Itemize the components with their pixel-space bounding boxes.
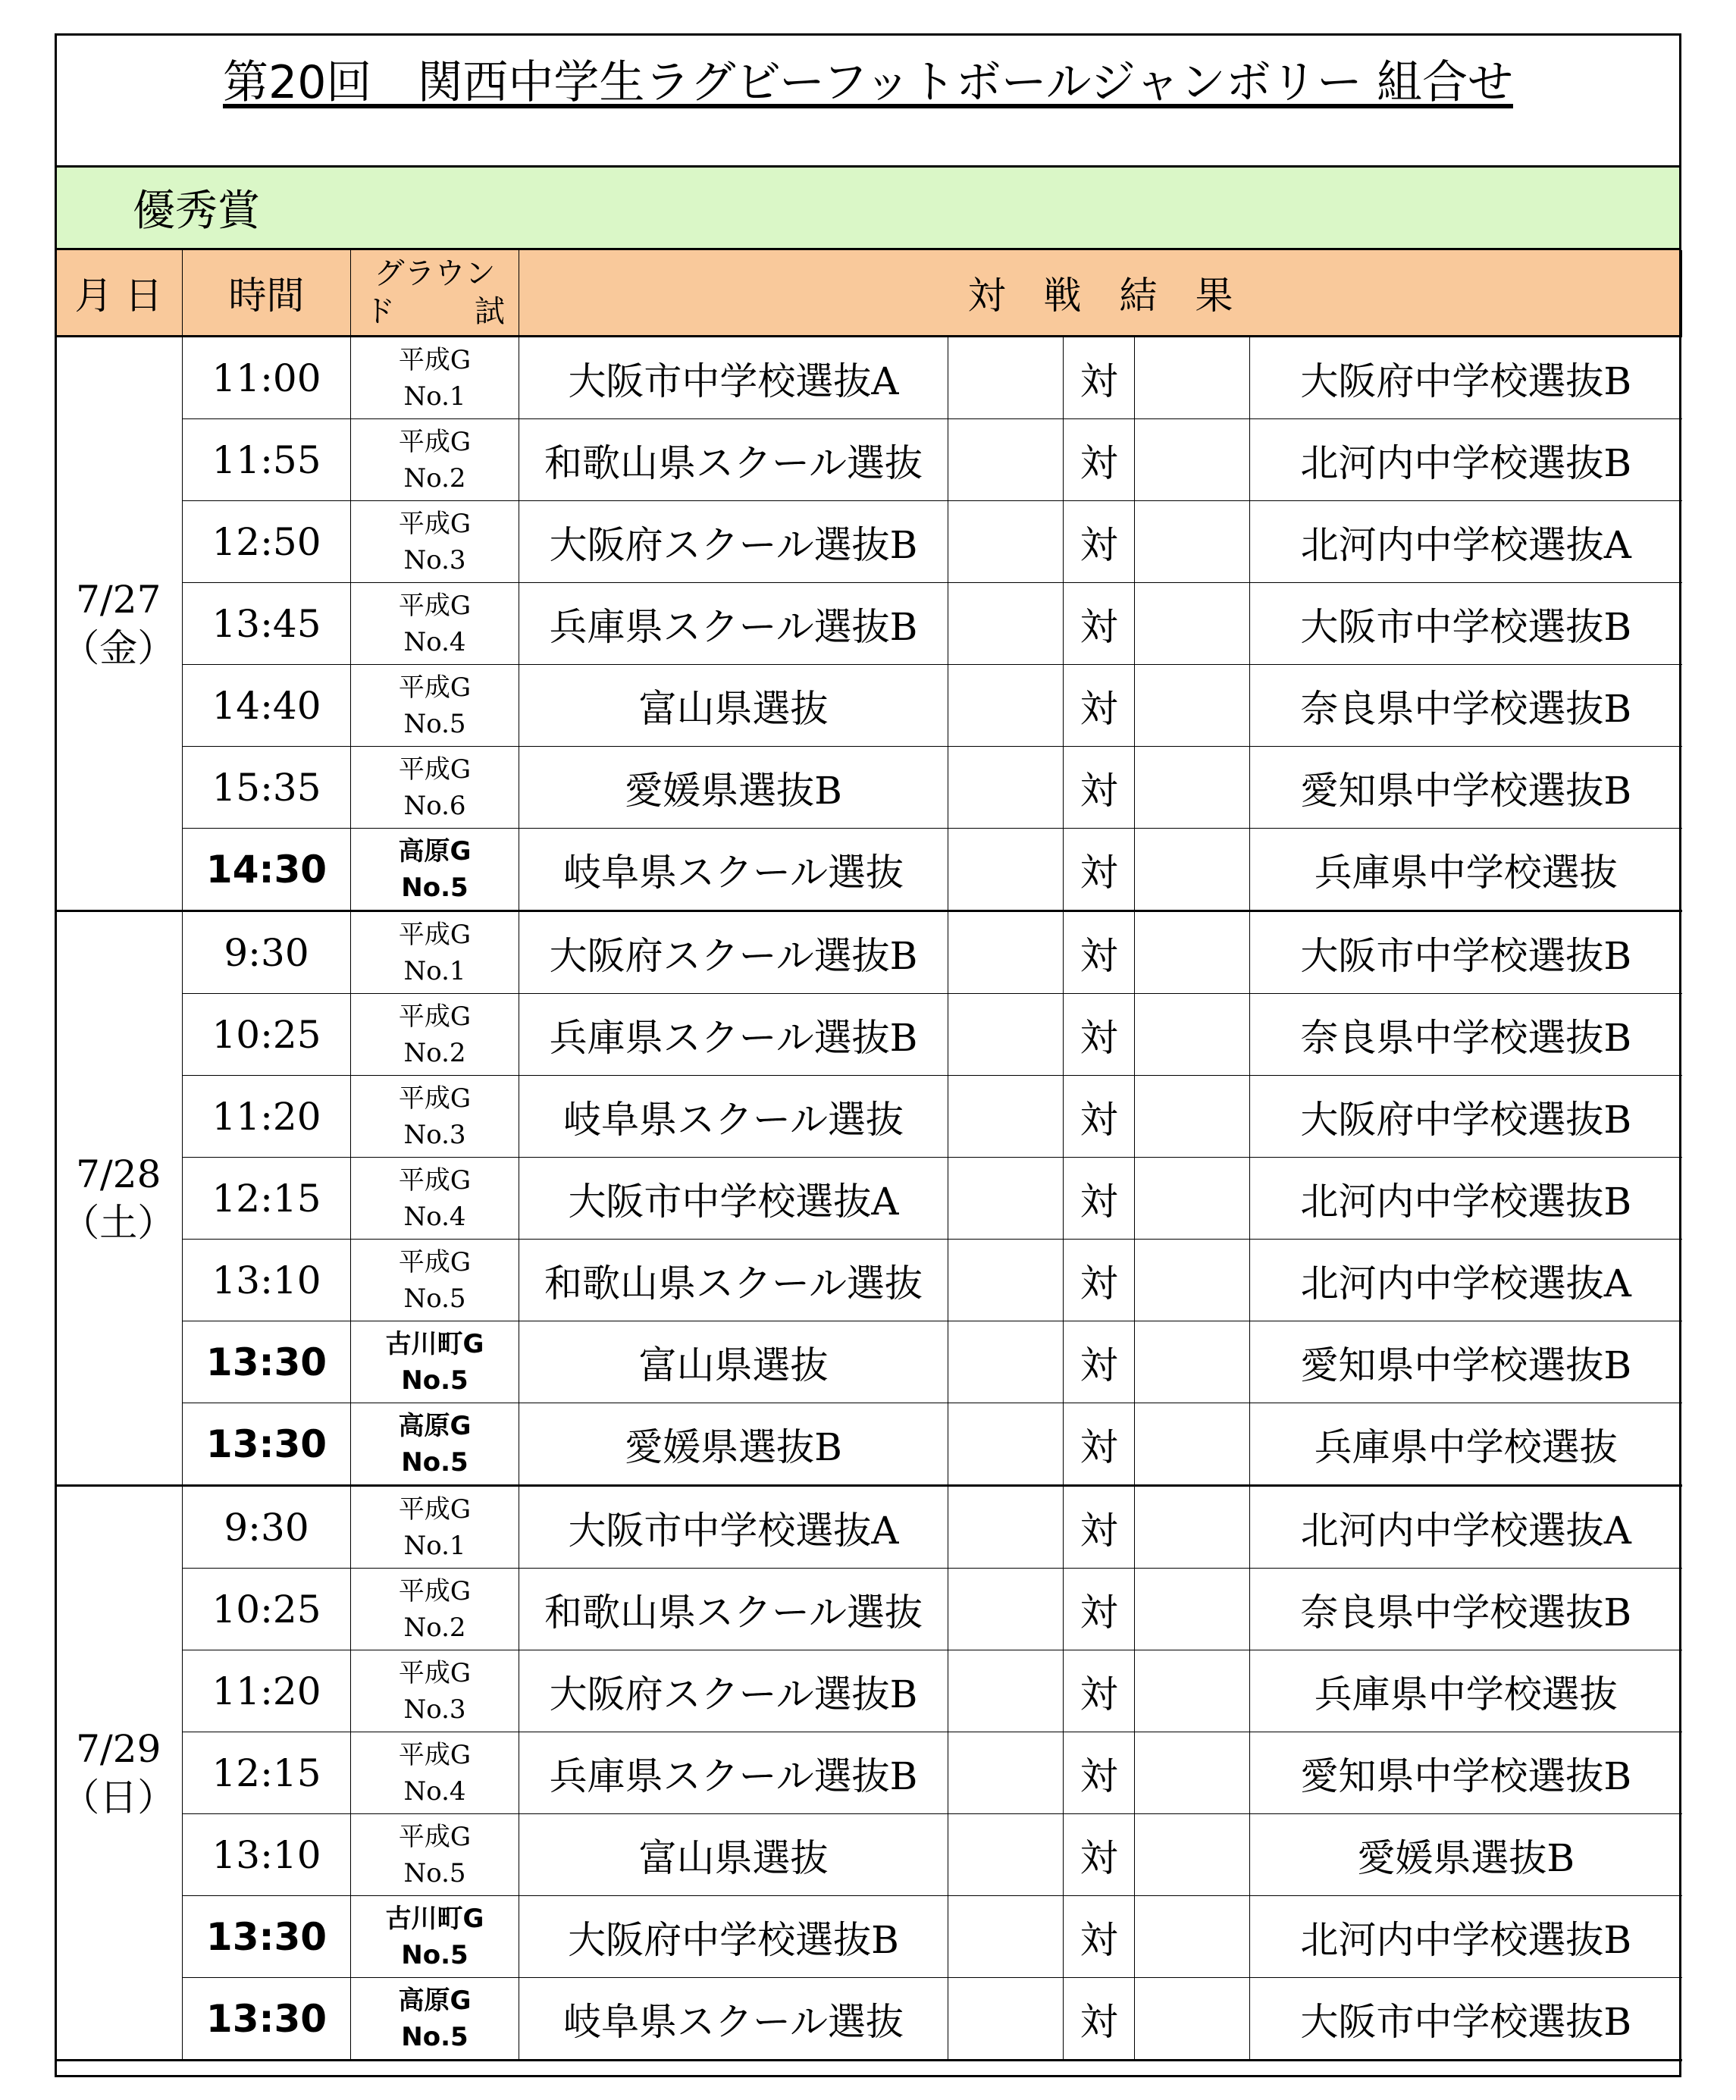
home-team: 大阪市中学校選抜A bbox=[519, 1486, 948, 1569]
ground-number: No.5 bbox=[403, 1857, 466, 1888]
ground-name: 平成G bbox=[398, 754, 472, 785]
time-cell: 13:30 bbox=[183, 1896, 351, 1978]
ground-name: 高原G bbox=[398, 835, 472, 867]
ground-cell bbox=[351, 911, 519, 994]
page-title: 第20回 関西中学生ラグビーフットボールジャンボリー 組合せ bbox=[223, 56, 1513, 109]
schedule-sheet bbox=[55, 33, 1681, 2061]
ground-cell bbox=[351, 747, 519, 829]
away-score-cell bbox=[1135, 1896, 1250, 1978]
home-team: 愛媛県選抜B bbox=[519, 1403, 948, 1486]
time-cell: 11:20 bbox=[183, 1650, 351, 1732]
ground-name: 高原G bbox=[398, 1410, 472, 1441]
home-score-cell bbox=[948, 911, 1064, 994]
away-score-cell bbox=[1135, 1486, 1250, 1569]
ground-number: No.5 bbox=[401, 872, 468, 903]
ground-cell bbox=[351, 1486, 519, 1569]
home-score-cell bbox=[948, 1321, 1064, 1403]
time-cell: 9:30 bbox=[183, 1486, 351, 1569]
ground-number: No.2 bbox=[403, 462, 466, 494]
header-result: 対 戦 結 果 bbox=[519, 250, 1682, 337]
away-score-cell bbox=[1135, 583, 1250, 665]
vs-label: 対 bbox=[1064, 994, 1135, 1076]
away-team: 奈良県中学校選抜B bbox=[1250, 1569, 1682, 1650]
match-table bbox=[55, 250, 1682, 2061]
ground-number: No.2 bbox=[403, 1037, 466, 1068]
ground-cell bbox=[351, 1076, 519, 1158]
away-team: 愛知県中学校選抜B bbox=[1250, 747, 1682, 829]
match-row bbox=[55, 994, 1682, 1076]
away-score-cell bbox=[1135, 1978, 1250, 2061]
time-cell: 13:45 bbox=[183, 583, 351, 665]
date-label: 7/28 bbox=[76, 1152, 161, 1196]
match-row bbox=[55, 1076, 1682, 1158]
match-row bbox=[55, 1896, 1682, 1978]
award-label: 優秀賞 bbox=[133, 186, 260, 236]
away-score-cell bbox=[1135, 1403, 1250, 1486]
match-row bbox=[55, 337, 1682, 419]
match-row bbox=[55, 911, 1682, 994]
ground-cell bbox=[351, 501, 519, 583]
vs-label: 対 bbox=[1064, 337, 1135, 419]
time-cell: 12:15 bbox=[183, 1158, 351, 1240]
ground-cell bbox=[351, 583, 519, 665]
away-team: 愛知県中学校選抜B bbox=[1250, 1321, 1682, 1403]
home-team: 和歌山県スクール選抜 bbox=[519, 1569, 948, 1650]
away-team: 北河内中学校選抜A bbox=[1250, 1240, 1682, 1321]
date-label: 7/29 bbox=[76, 1726, 161, 1771]
home-score-cell bbox=[948, 665, 1064, 747]
match-row bbox=[55, 1732, 1682, 1814]
ground-number: No.4 bbox=[403, 1201, 466, 1232]
ground-name: 平成G bbox=[398, 1821, 472, 1852]
vs-label: 対 bbox=[1064, 1978, 1135, 2061]
ground-number: No.5 bbox=[401, 2021, 468, 2052]
home-team: 兵庫県スクール選抜B bbox=[519, 1732, 948, 1814]
home-score-cell bbox=[948, 1569, 1064, 1650]
home-score-cell bbox=[948, 583, 1064, 665]
match-row bbox=[55, 501, 1682, 583]
ground-cell bbox=[351, 1732, 519, 1814]
vs-label: 対 bbox=[1064, 1569, 1135, 1650]
ground-name: 平成G bbox=[398, 1083, 472, 1114]
ground-number: No.5 bbox=[403, 708, 466, 739]
home-team: 岐阜県スクール選抜 bbox=[519, 1978, 948, 2061]
time-cell: 14:40 bbox=[183, 665, 351, 747]
away-score-cell bbox=[1135, 1076, 1250, 1158]
home-score-cell bbox=[948, 1650, 1064, 1732]
ground-name: 平成G bbox=[398, 1494, 472, 1525]
match-row bbox=[55, 419, 1682, 501]
home-score-cell bbox=[948, 1076, 1064, 1158]
vs-label: 対 bbox=[1064, 1076, 1135, 1158]
ground-name: 平成G bbox=[398, 1164, 472, 1196]
vs-label: 対 bbox=[1064, 1650, 1135, 1732]
away-score-cell bbox=[1135, 419, 1250, 501]
ground-name: 平成G bbox=[398, 919, 472, 950]
ground-number: No.5 bbox=[401, 1939, 468, 1970]
weekday-label: （土） bbox=[61, 1200, 176, 1245]
ground-cell bbox=[351, 337, 519, 419]
ground-cell bbox=[351, 1650, 519, 1732]
ground-number: No.3 bbox=[403, 1119, 466, 1150]
ground-name: 平成G bbox=[398, 590, 472, 621]
time-cell: 13:10 bbox=[183, 1814, 351, 1896]
time-cell: 12:50 bbox=[183, 501, 351, 583]
vs-label: 対 bbox=[1064, 419, 1135, 501]
away-team: 兵庫県中学校選抜 bbox=[1250, 829, 1682, 911]
home-score-cell bbox=[948, 747, 1064, 829]
header-ground-shi: 試 bbox=[475, 294, 505, 329]
home-score-cell bbox=[948, 1978, 1064, 2061]
vs-label: 対 bbox=[1064, 583, 1135, 665]
match-row bbox=[55, 1814, 1682, 1896]
date-label: 7/27 bbox=[76, 577, 161, 622]
away-team: 北河内中学校選抜B bbox=[1250, 1896, 1682, 1978]
time-cell: 12:15 bbox=[183, 1732, 351, 1814]
away-score-cell bbox=[1135, 1732, 1250, 1814]
ground-cell bbox=[351, 994, 519, 1076]
home-team: 和歌山県スクール選抜 bbox=[519, 419, 948, 501]
away-score-cell bbox=[1135, 747, 1250, 829]
home-score-cell bbox=[948, 337, 1064, 419]
home-team: 富山県選抜 bbox=[519, 665, 948, 747]
home-team: 大阪市中学校選抜A bbox=[519, 337, 948, 419]
home-score-cell bbox=[948, 994, 1064, 1076]
time-cell: 11:55 bbox=[183, 419, 351, 501]
match-row bbox=[55, 1321, 1682, 1403]
ground-cell bbox=[351, 829, 519, 911]
home-score-cell bbox=[948, 1158, 1064, 1240]
away-score-cell bbox=[1135, 911, 1250, 994]
home-team: 大阪府スクール選抜B bbox=[519, 501, 948, 583]
ground-cell bbox=[351, 665, 519, 747]
away-team: 大阪府中学校選抜B bbox=[1250, 337, 1682, 419]
ground-name: 平成G bbox=[398, 1739, 472, 1770]
match-row bbox=[55, 1486, 1682, 1569]
header-date: 月 日 bbox=[55, 250, 183, 337]
time-cell: 13:30 bbox=[183, 1978, 351, 2061]
home-team: 大阪市中学校選抜A bbox=[519, 1158, 948, 1240]
ground-number: No.3 bbox=[403, 544, 466, 575]
home-score-cell bbox=[948, 1240, 1064, 1321]
time-cell: 11:20 bbox=[183, 1076, 351, 1158]
home-score-cell bbox=[948, 1486, 1064, 1569]
home-score-cell bbox=[948, 1403, 1064, 1486]
away-team: 大阪市中学校選抜B bbox=[1250, 911, 1682, 994]
vs-label: 対 bbox=[1064, 501, 1135, 583]
away-score-cell bbox=[1135, 1814, 1250, 1896]
away-score-cell bbox=[1135, 1158, 1250, 1240]
ground-number: No.1 bbox=[403, 381, 466, 412]
away-team: 兵庫県中学校選抜 bbox=[1250, 1403, 1682, 1486]
time-cell: 10:25 bbox=[183, 1569, 351, 1650]
vs-label: 対 bbox=[1064, 1403, 1135, 1486]
away-team: 北河内中学校選抜B bbox=[1250, 1158, 1682, 1240]
time-cell: 9:30 bbox=[183, 911, 351, 994]
header-ground-line2 bbox=[351, 293, 519, 331]
vs-label: 対 bbox=[1064, 1732, 1135, 1814]
match-row bbox=[55, 1650, 1682, 1732]
date-cell bbox=[55, 337, 183, 911]
vs-label: 対 bbox=[1064, 1896, 1135, 1978]
home-team: 大阪府中学校選抜B bbox=[519, 1896, 948, 1978]
ground-number: No.4 bbox=[403, 626, 466, 657]
match-row bbox=[55, 1978, 1682, 2061]
header-ground bbox=[351, 250, 519, 337]
time-cell: 15:35 bbox=[183, 747, 351, 829]
weekday-label: （日） bbox=[61, 1775, 176, 1819]
header-time: 時間 bbox=[183, 250, 351, 337]
ground-number: No.3 bbox=[403, 1694, 466, 1725]
ground-cell bbox=[351, 1240, 519, 1321]
weekday-label: （金） bbox=[61, 625, 176, 670]
ground-name: 平成G bbox=[398, 426, 472, 457]
ground-number: No.4 bbox=[403, 1776, 466, 1807]
away-team: 大阪府中学校選抜B bbox=[1250, 1076, 1682, 1158]
ground-name: 平成G bbox=[398, 508, 472, 539]
ground-name: 平成G bbox=[398, 1001, 472, 1032]
ground-name: 高原G bbox=[398, 1985, 472, 2016]
away-team: 北河内中学校選抜A bbox=[1250, 501, 1682, 583]
away-team: 奈良県中学校選抜B bbox=[1250, 994, 1682, 1076]
ground-number: No.5 bbox=[403, 1283, 466, 1314]
ground-cell bbox=[351, 1814, 519, 1896]
match-row bbox=[55, 1158, 1682, 1240]
away-score-cell bbox=[1135, 1650, 1250, 1732]
time-cell: 11:00 bbox=[183, 337, 351, 419]
home-team: 和歌山県スクール選抜 bbox=[519, 1240, 948, 1321]
vs-label: 対 bbox=[1064, 1240, 1135, 1321]
away-score-cell bbox=[1135, 994, 1250, 1076]
ground-cell bbox=[351, 419, 519, 501]
match-rows bbox=[55, 337, 1682, 2061]
ground-cell bbox=[351, 1569, 519, 1650]
match-row bbox=[55, 1240, 1682, 1321]
away-score-cell bbox=[1135, 665, 1250, 747]
time-cell: 13:30 bbox=[183, 1321, 351, 1403]
away-team: 兵庫県中学校選抜 bbox=[1250, 1650, 1682, 1732]
away-score-cell bbox=[1135, 829, 1250, 911]
home-score-cell bbox=[948, 1732, 1064, 1814]
match-row bbox=[55, 583, 1682, 665]
ground-name: 平成G bbox=[398, 672, 472, 703]
ground-name: 平成G bbox=[398, 344, 472, 375]
away-team: 北河内中学校選抜A bbox=[1250, 1486, 1682, 1569]
away-team: 北河内中学校選抜B bbox=[1250, 419, 1682, 501]
ground-name: 古川町G bbox=[385, 1903, 484, 1934]
ground-name: 平成G bbox=[398, 1246, 472, 1277]
away-score-cell bbox=[1135, 1569, 1250, 1650]
ground-cell bbox=[351, 1896, 519, 1978]
home-team: 兵庫県スクール選抜B bbox=[519, 583, 948, 665]
date-cell bbox=[55, 1486, 183, 2061]
home-team: 富山県選抜 bbox=[519, 1814, 948, 1896]
time-cell: 13:30 bbox=[183, 1403, 351, 1486]
vs-label: 対 bbox=[1064, 1321, 1135, 1403]
ground-number: No.5 bbox=[401, 1446, 468, 1478]
away-score-cell bbox=[1135, 337, 1250, 419]
away-score-cell bbox=[1135, 1321, 1250, 1403]
away-team: 愛媛県選抜B bbox=[1250, 1814, 1682, 1896]
home-team: 岐阜県スクール選抜 bbox=[519, 829, 948, 911]
match-row bbox=[55, 665, 1682, 747]
match-row bbox=[55, 747, 1682, 829]
ground-number: No.5 bbox=[401, 1365, 468, 1396]
home-score-cell bbox=[948, 1896, 1064, 1978]
vs-label: 対 bbox=[1064, 1158, 1135, 1240]
vs-label: 対 bbox=[1064, 829, 1135, 911]
ground-number: No.1 bbox=[403, 1530, 466, 1561]
header-row bbox=[55, 250, 1682, 337]
away-team: 大阪市中学校選抜B bbox=[1250, 583, 1682, 665]
match-row bbox=[55, 1403, 1682, 1486]
home-team: 富山県選抜 bbox=[519, 1321, 948, 1403]
vs-label: 対 bbox=[1064, 747, 1135, 829]
date-cell bbox=[55, 911, 183, 1486]
away-score-cell bbox=[1135, 501, 1250, 583]
ground-cell bbox=[351, 1403, 519, 1486]
ground-cell bbox=[351, 1321, 519, 1403]
home-team: 大阪府スクール選抜B bbox=[519, 911, 948, 994]
home-team: 兵庫県スクール選抜B bbox=[519, 994, 948, 1076]
time-cell: 14:30 bbox=[183, 829, 351, 911]
ground-cell bbox=[351, 1158, 519, 1240]
ground-number: No.6 bbox=[403, 790, 466, 821]
home-score-cell bbox=[948, 1814, 1064, 1896]
header-ground-do: ド bbox=[365, 294, 395, 329]
away-score-cell bbox=[1135, 1240, 1250, 1321]
ground-number: No.2 bbox=[403, 1612, 466, 1643]
ground-cell bbox=[351, 1978, 519, 2061]
away-team: 大阪市中学校選抜B bbox=[1250, 1978, 1682, 2061]
home-score-cell bbox=[948, 501, 1064, 583]
home-score-cell bbox=[948, 829, 1064, 911]
ground-name: 平成G bbox=[398, 1657, 472, 1688]
home-score-cell bbox=[948, 419, 1064, 501]
ground-name: 平成G bbox=[398, 1575, 472, 1606]
header-ground-line1: グラウン bbox=[374, 256, 496, 291]
vs-label: 対 bbox=[1064, 911, 1135, 994]
ground-name: 古川町G bbox=[385, 1328, 484, 1359]
home-team: 岐阜県スクール選抜 bbox=[519, 1076, 948, 1158]
match-row bbox=[55, 829, 1682, 911]
vs-label: 対 bbox=[1064, 1486, 1135, 1569]
vs-label: 対 bbox=[1064, 665, 1135, 747]
vs-label: 対 bbox=[1064, 1814, 1135, 1896]
home-team: 愛媛県選抜B bbox=[519, 747, 948, 829]
award-banner bbox=[55, 165, 1681, 250]
away-team: 奈良県中学校選抜B bbox=[1250, 665, 1682, 747]
home-team: 大阪府スクール選抜B bbox=[519, 1650, 948, 1732]
away-team: 愛知県中学校選抜B bbox=[1250, 1732, 1682, 1814]
title-row bbox=[55, 33, 1681, 165]
ground-number: No.1 bbox=[403, 955, 466, 986]
match-row bbox=[55, 1569, 1682, 1650]
time-cell: 10:25 bbox=[183, 994, 351, 1076]
time-cell: 13:10 bbox=[183, 1240, 351, 1321]
